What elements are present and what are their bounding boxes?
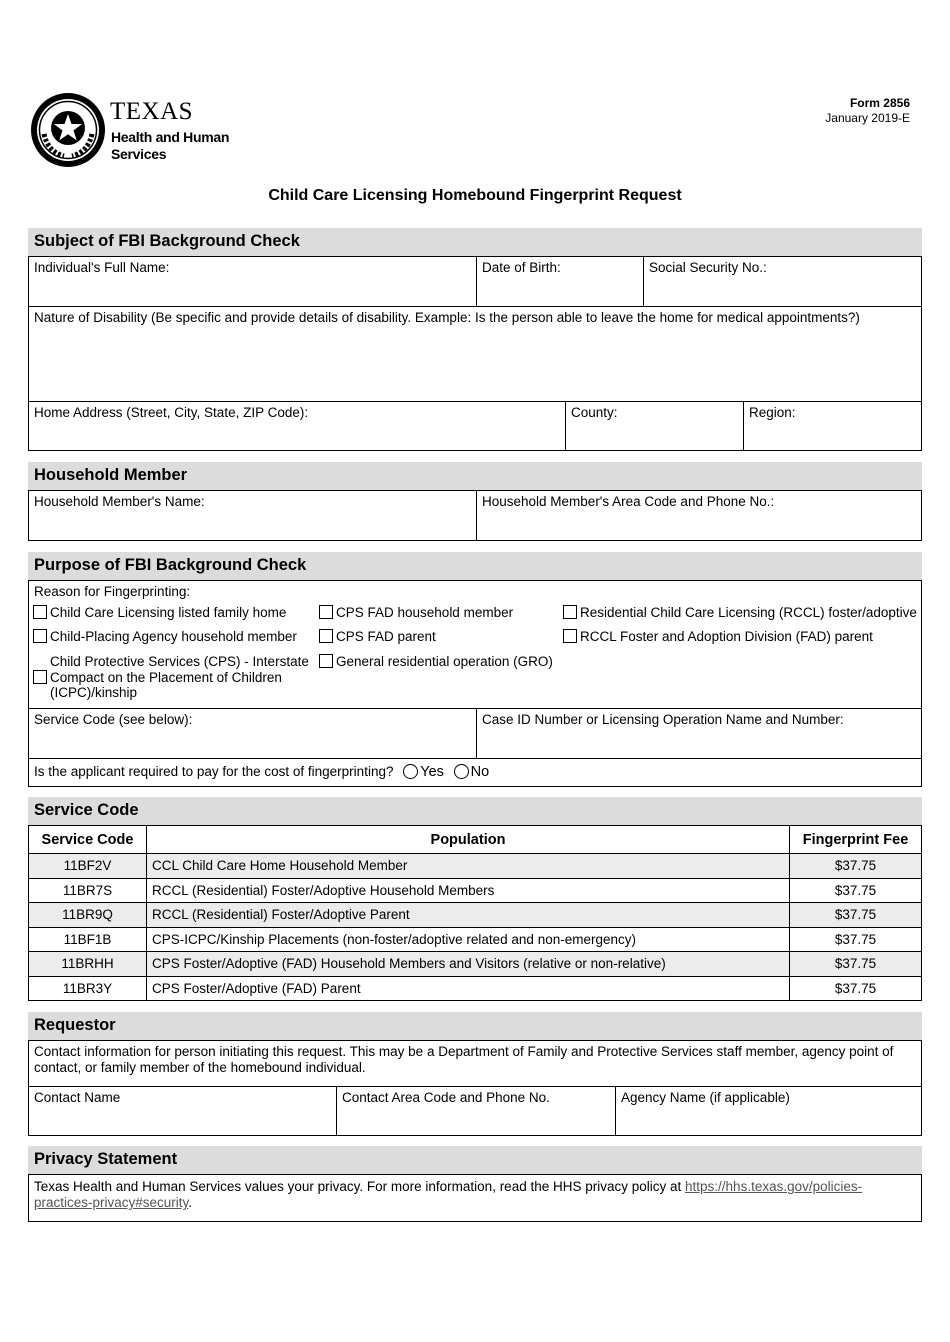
checkbox[interactable] — [563, 605, 577, 619]
section-purpose — [28, 552, 922, 787]
option-label-line3: (ICPC)/kinship — [50, 685, 138, 700]
home-address-field[interactable] — [29, 402, 565, 450]
yes-radio[interactable] — [403, 764, 418, 779]
fee-cell: $37.75 — [790, 952, 922, 977]
table-row — [29, 854, 922, 879]
privacy-box — [28, 1174, 922, 1222]
section-privacy — [28, 1146, 922, 1222]
option-label: Child-Placing Agency household member — [50, 629, 297, 644]
form-identifier — [825, 96, 910, 126]
full-name-label: Individual's Full Name: — [34, 260, 170, 275]
checkbox[interactable] — [319, 605, 333, 619]
logo-hhs-text-line2: Services — [111, 146, 167, 162]
contact-name-label: Contact Name — [34, 1090, 121, 1105]
service-code-field[interactable] — [29, 709, 476, 758]
reason-cell — [29, 581, 921, 708]
texas-seal-icon — [30, 92, 106, 168]
fee-cell: $37.75 — [790, 927, 922, 952]
full-name-field[interactable] — [29, 257, 476, 306]
section-heading: Privacy Statement — [28, 1146, 922, 1174]
county-field[interactable] — [565, 402, 743, 450]
no-label: No — [470, 764, 490, 780]
table-row — [29, 878, 922, 903]
checkbox[interactable] — [319, 654, 333, 668]
household-name-field[interactable] — [29, 491, 476, 540]
option-label: General residential operation (GRO) — [336, 654, 553, 669]
service-code-cell: 11BF1B — [29, 927, 147, 952]
section-subject — [28, 228, 922, 451]
section-heading: Purpose of FBI Background Check — [28, 552, 922, 580]
section-heading: Service Code — [28, 797, 922, 825]
dob-field[interactable] — [476, 257, 643, 306]
checkbox[interactable] — [33, 670, 47, 684]
table-row — [29, 927, 922, 952]
population-cell: RCCL (Residential) Foster/Adoptive Parent — [147, 903, 790, 928]
service-code-table — [28, 825, 922, 1001]
fee-cell: $37.75 — [790, 878, 922, 903]
region-label: Region: — [749, 405, 796, 420]
disability-label: Nature of Disability (Be specific and provide details of disability. Example: Is the person able to leave the home for medical appointments?) — [34, 310, 860, 325]
service-code-cell: 11BRHH — [29, 952, 147, 977]
section-household — [28, 462, 922, 541]
household-phone-field[interactable] — [476, 491, 921, 540]
purpose-fields — [28, 580, 922, 787]
option-cps-icpc-kinship[interactable] — [33, 654, 309, 701]
col-header-service-code: Service Code — [29, 826, 147, 854]
option-cps-fad-parent[interactable] — [319, 629, 436, 644]
household-fields — [28, 490, 922, 541]
logo-texas-text: TEXAS — [110, 98, 194, 125]
option-label: Residential Child Care Licensing (RCCL) foster/adoptive — [580, 605, 917, 620]
option-rccl-foster-adoptive[interactable] — [563, 605, 917, 620]
no-radio[interactable] — [454, 764, 469, 779]
county-label: County: — [571, 405, 618, 420]
table-row — [29, 952, 922, 977]
table-row — [29, 903, 922, 928]
fee-cell: $37.75 — [790, 854, 922, 879]
col-header-fee: Fingerprint Fee — [790, 826, 922, 854]
population-cell: CPS Foster/Adoptive (FAD) Parent — [147, 976, 790, 1001]
hhs-logo — [30, 90, 230, 170]
service-code-cell: 11BR3Y — [29, 976, 147, 1001]
population-cell: CPS Foster/Adoptive (FAD) Household Members and Visitors (relative or non-relative) — [147, 952, 790, 977]
checkbox[interactable] — [33, 605, 47, 619]
dob-label: Date of Birth: — [482, 260, 561, 275]
population-cell: CPS-ICPC/Kinship Placements (non-foster/adoptive related and non-emergency) — [147, 927, 790, 952]
section-requestor — [28, 1012, 922, 1136]
contact-phone-label: Contact Area Code and Phone No. — [342, 1090, 550, 1105]
disability-field[interactable] — [29, 307, 921, 401]
logo-hhs-text-line1: Health and Human — [111, 129, 230, 145]
checkbox[interactable] — [563, 629, 577, 643]
service-code-cell: 11BF2V — [29, 854, 147, 879]
option-label-line2: Compact on the Placement of Children — [50, 669, 282, 685]
privacy-link-part1: https://hhs.texas.gov/policies- — [685, 1179, 863, 1194]
page-title: Child Care Licensing Homebound Fingerprint Request — [268, 187, 682, 204]
reason-block — [29, 581, 921, 708]
privacy-text — [29, 1175, 921, 1221]
section-heading: Subject of FBI Background Check — [28, 228, 922, 256]
option-ccl-family-home[interactable] — [33, 605, 286, 620]
case-id-label: Case ID Number or Licensing Operation Name and Number: — [482, 712, 844, 727]
checkbox[interactable] — [33, 629, 47, 643]
option-rccl-fad-parent[interactable] — [563, 629, 873, 644]
case-id-field[interactable] — [476, 709, 921, 758]
table-row — [29, 976, 922, 1001]
pay-question-row — [29, 759, 921, 786]
reason-label: Reason for Fingerprinting: — [34, 584, 191, 599]
agency-name-label: Agency Name (if applicable) — [621, 1090, 790, 1105]
section-heading: Requestor — [28, 1012, 922, 1040]
requestor-description: Contact information for person initiating this request. This may be a Department of Family and Protective Services staff member, agency point of contact, or family member of the homebound individual. — [34, 1044, 894, 1075]
household-name-label: Household Member's Name: — [34, 494, 205, 509]
form-date: January 2019-E — [825, 111, 910, 125]
contact-name-field[interactable] — [29, 1087, 336, 1135]
region-field[interactable] — [743, 402, 921, 450]
service-code-cell: 11BR7S — [29, 878, 147, 903]
privacy-period: . — [188, 1195, 193, 1210]
col-header-population: Population — [147, 826, 790, 854]
fee-cell: $37.75 — [790, 976, 922, 1001]
service-code-label: Service Code (see below): — [34, 712, 193, 727]
subject-fields — [28, 256, 922, 451]
option-cps-fad-household[interactable] — [319, 605, 513, 620]
option-label-line1: Child Protective Services (CPS) - Interstate — [50, 654, 309, 669]
option-label: RCCL Foster and Adoption Division (FAD) parent — [580, 629, 873, 644]
population-cell: CCL Child Care Home Household Member — [147, 854, 790, 879]
checkbox[interactable] — [319, 629, 333, 643]
option-label: Child Care Licensing listed family home — [50, 605, 287, 620]
section-heading: Household Member — [28, 462, 922, 490]
option-cpa-household[interactable] — [33, 629, 297, 644]
service-code-cell: 11BR9Q — [29, 903, 147, 928]
privacy-text-body: Texas Health and Human Services values your privacy. For more information, read the HHS privacy policy at — [34, 1179, 686, 1194]
option-gro[interactable] — [319, 654, 553, 669]
option-label: CPS FAD parent — [336, 629, 436, 644]
population-cell: RCCL (Residential) Foster/Adoptive Household Members — [147, 878, 790, 903]
ssn-label: Social Security No.: — [649, 260, 767, 275]
pay-question-label: Is the applicant required to pay for the cost of fingerprinting? — [34, 764, 394, 779]
ssn-field[interactable] — [643, 257, 921, 306]
household-phone-label: Household Member's Area Code and Phone No.: — [482, 494, 775, 509]
option-label: CPS FAD household member — [336, 605, 514, 620]
contact-phone-field[interactable] — [336, 1087, 615, 1135]
home-address-label: Home Address (Street, City, State, ZIP Code): — [34, 405, 309, 420]
requestor-fields — [28, 1040, 922, 1136]
agency-name-field[interactable] — [615, 1087, 921, 1135]
section-service-code — [28, 797, 922, 1001]
fee-cell: $37.75 — [790, 903, 922, 928]
form-number: Form 2856 — [849, 96, 910, 110]
privacy-link-part2: practices-privacy#security — [34, 1195, 189, 1210]
yes-label: Yes — [420, 764, 444, 780]
